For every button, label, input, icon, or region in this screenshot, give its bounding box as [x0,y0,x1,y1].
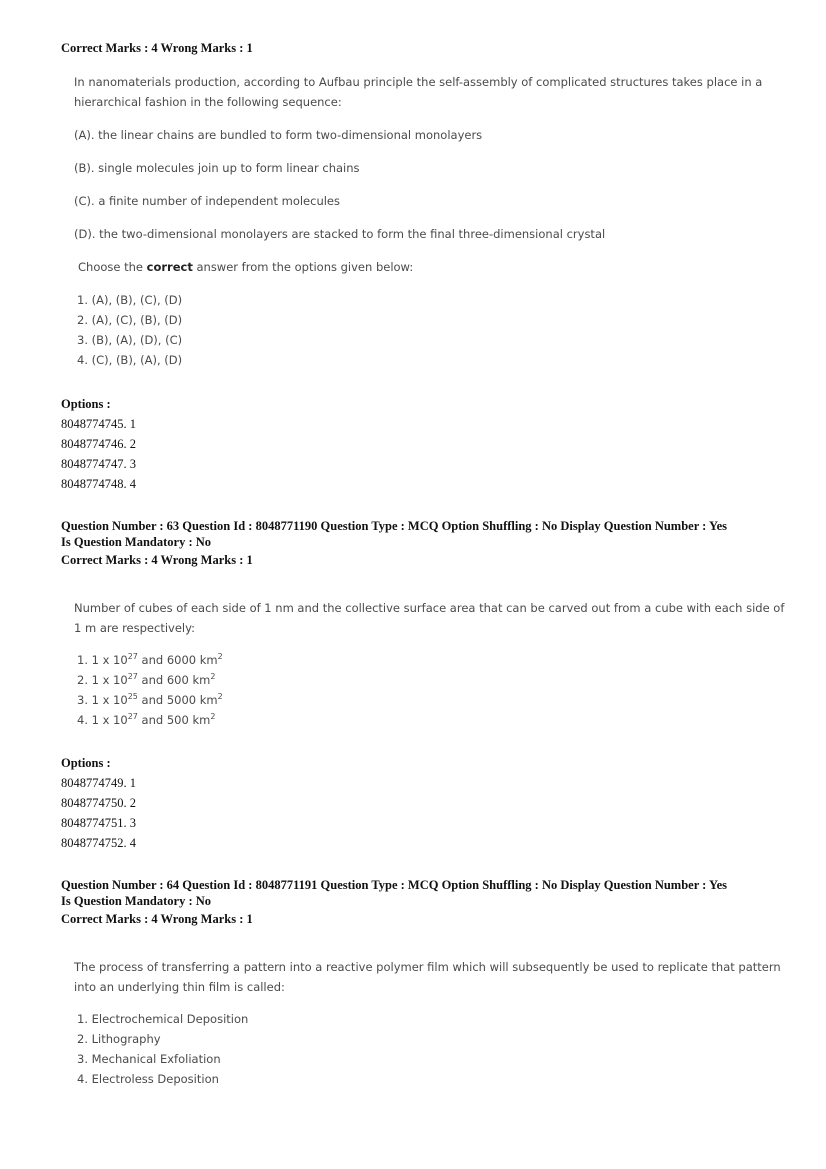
q62-statement-a: (A). the linear chains are bundled to form two-dimensional monolayers [74,128,483,142]
q63-header-line1: Question Number : 63 Question Id : 8048771190 Question Type : MCQ Option Shuffling : No Display Question Number : Yes [61,519,728,533]
q62-choice: 1. (A), (B), (C), (D) [77,293,183,307]
q62-options [61,394,136,494]
q64-question-text: The process of transferring a pattern into a reactive polymer film which will subsequently be used to replicate that pattern into an underlying thin film is called: [74,960,781,994]
q62-statement-d: (D). the two-dimensional monolayers are stacked to form the final three-dimensional crystal [74,227,606,241]
q63-marks: Correct Marks : 4 Wrong Marks : 1 [61,553,253,567]
q62-option-id: 8048774745. 1 [61,417,136,431]
q63-choice: 4. 1 x $10^{27}$ and 500 $km^2$ [77,712,216,727]
q62-choice: 3. (B), (A), (D), (C) [77,333,183,347]
q62-options-label: Options : [61,397,111,411]
q63-option-id: 8048774752. 4 [61,836,136,850]
q62-marks: Correct Marks : 4 Wrong Marks : 1 [61,41,253,55]
q63-header-line2: Is Question Mandatory : No [61,535,212,549]
q64-question-body [74,957,794,1089]
q64-choice-list [77,1009,794,1089]
q63-choice: 1. 1 x $10^{27}$ and 6000 $km^2$ [77,652,223,667]
q63-choice: 3. 1 x $10^{25}$ and 5000 $km^2$ [77,692,223,707]
q63-options-label: Options : [61,756,111,770]
q63-option-id: 8048774751. 3 [61,816,136,830]
q63-choice-list [77,650,794,730]
q62-choice: 2. (A), (C), (B), (D) [77,313,183,327]
q62-question-text: In nanomaterials production, according to Aufbau principle the self-assembly of complicated structures takes place in a hierarchical fashion in the following sequence: [74,75,763,109]
q63-question-body [74,598,794,730]
q64-choice: 4. Electroless Deposition [77,1072,219,1086]
q64-header [61,877,801,927]
q63-option-id: 8048774750. 2 [61,796,136,810]
q63-option-id: 8048774749. 1 [61,776,136,790]
q64-marks: Correct Marks : 4 Wrong Marks : 1 [61,912,253,926]
q63-header [61,518,801,568]
q64-choice: 3. Mechanical Exfoliation [77,1052,221,1066]
q64-choice: 2. Lithography [77,1032,161,1046]
q62-option-id: 8048774747. 3 [61,457,136,471]
q64-choice: 1. Electrochemical Deposition [77,1012,249,1026]
q64-header-line2: Is Question Mandatory : No [61,894,212,908]
q62-option-id: 8048774746. 2 [61,437,136,451]
q62-choose-instruction: Choose the correct answer from the options given below: [78,260,414,274]
q62-choice-list [77,290,794,370]
q62-option-id: 8048774748. 4 [61,477,136,491]
q62-statement-b: (B). single molecules join up to form linear chains [74,161,360,175]
q62-choice: 4. (C), (B), (A), (D) [77,353,183,367]
q63-choice: 2. 1 x $10^{27}$ and 600 $km^2$ [77,672,216,687]
q62-statement-c: (C). a finite number of independent molecules [74,194,340,208]
q63-question-text: Number of cubes of each side of 1 nm and the collective surface area that can be carved out from a cube with each side of 1 m are respectively: [74,601,785,635]
q62-question-body [74,72,794,370]
q63-options [61,753,136,853]
q64-header-line1: Question Number : 64 Question Id : 8048771191 Question Type : MCQ Option Shuffling : No Display Question Number : Yes [61,878,728,892]
